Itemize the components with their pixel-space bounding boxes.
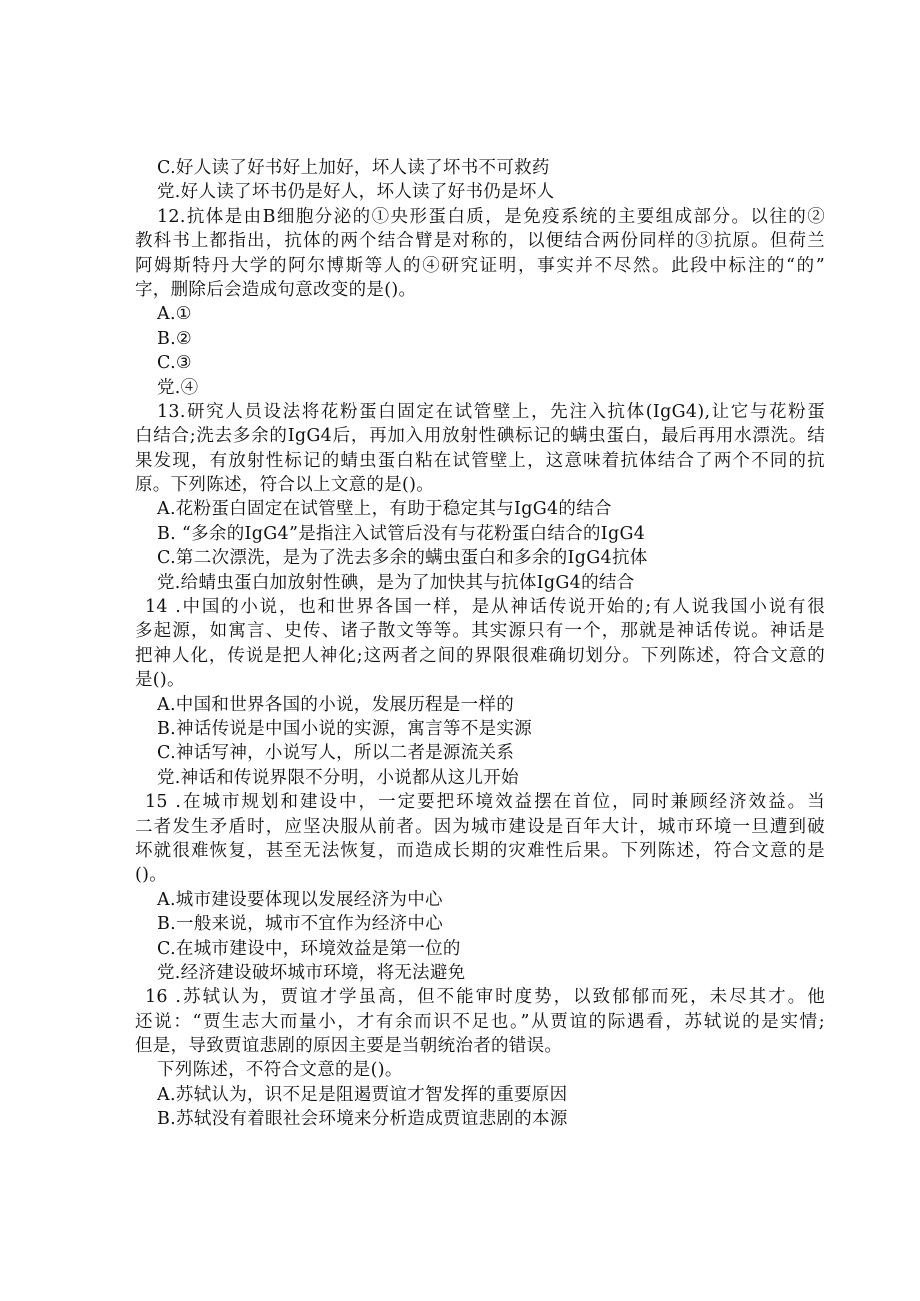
question-13-line-2: 白结合;洗去多余的IgG4后，再加入用放射性碘标记的螨虫蛋白，最后再用水漂洗。结 [135, 426, 825, 447]
option-a-q16: A.苏轼认为，识不足是阻遏贾谊才智发挥的重要原因 [157, 1084, 568, 1105]
option-d-q13: 党.给蜻虫蛋白加放射性碘，是为了加快其与抗体IgG4的结合 [157, 572, 635, 593]
option-a-q13: A.花粉蛋白固定在试管壁上，有助于稳定其与IgG4的结合 [157, 499, 612, 520]
option-d-q12: 党.④ [157, 377, 199, 398]
question-12-line-1: 12.抗体是由B细胞分泌的①央形蛋白质，是免疫系统的主要组成部分。以往的② [157, 206, 825, 227]
option-b-q15: B.一般来说，城市不宜作为经济中心 [157, 914, 444, 935]
document-body [135, 156, 825, 1132]
option-b-q12: B.② [157, 328, 193, 349]
option-c-q15: C.在城市建设中，环境效益是第一位的 [157, 938, 461, 959]
question-14-line-4: 是()。 [135, 670, 185, 691]
question-15-line-2: 二者发生矛盾时，应坚决服从前者。因为城市建设是百年大计，城市环境一旦遭到破 [135, 816, 825, 837]
option-c-q11: C.好人读了好书好上加好，坏人读了坏书不可救药 [157, 158, 550, 178]
option-b-q16: B.苏轼没有着眼社会环境来分析造成贾谊悲剧的本源 [157, 1109, 568, 1130]
option-d-q15: 党.经济建设破坏城市环境，将无法避免 [157, 962, 466, 983]
option-a-q14: A.中国和世界各国的小说，发展历程是一样的 [157, 694, 514, 715]
option-b-q14: B.神话传说是中国小说的实源，寓言等不是实源 [157, 718, 533, 739]
question-15-line-4: ()。 [135, 865, 168, 886]
question-12-line-3: 阿姆斯特丹大学的阿尔博斯等人的④研究证明，事实并不尽然。此段中标注的“的” [135, 255, 825, 276]
option-d-q11: 党.好人读了坏书仍是好人，坏人读了好书仍是坏人 [157, 182, 555, 203]
option-a-q12: A.① [157, 304, 192, 325]
question-12-line-4: 字，删除后会造成句意改变的是()。 [135, 279, 417, 300]
question-15-line-1: 15 .在城市规划和建设中，一定要把环境效益摆在首位，同时兼顾经济效益。当 [145, 792, 825, 813]
question-14-line-2: 多起源，如寓言、史传、诸子散文等等。其实源只有一个，那就是神话传说。神话是 [135, 621, 825, 642]
question-16-line-3: 但是，导致贾谊悲剧的原因主要是当朝统治者的错误。 [135, 1036, 563, 1057]
question-13-line-4: 原。下列陈述，符合以上文意的是()。 [135, 475, 435, 496]
question-13-line-1: 13.研究人员设法将花粉蛋白固定在试管壁上，先注入抗体(IgG4),让它与花粉蛋 [157, 401, 825, 422]
option-b-q13: B. “多余的IgG4”是指注入试管后没有与花粉蛋白结合的IgG4 [157, 523, 646, 544]
question-14-line-3: 把神人化，传说是把人神化;这两者之间的界限很难确切划分。下列陈述，符合文意的 [135, 645, 825, 666]
question-13-line-3: 果发现，有放射性标记的蜻虫蛋白粘在试管壁上，这意味着抗体结合了两个不同的抗 [135, 450, 825, 471]
question-14-line-1: 14 .中国的小说，也和世界各国一样，是从神话传说开始的;有人说我国小说有很 [145, 597, 825, 618]
question-16-line-2: 还说：“贾生志大而量小，才有余而识不足也。”从贾谊的际遇看，苏轼说的是实情; [135, 1011, 825, 1032]
question-12-line-2: 教科书上都指出，抗体的两个结合臂是对称的，以便结合两份同样的③抗原。但荷兰 [135, 231, 825, 252]
question-15-line-3: 坏就很难恢复，甚至无法恢复，而造成长期的灾难性后果。下列陈述，符合文意的是 [135, 840, 825, 861]
option-a-q15: A.城市建设要体现以发展经济为中心 [157, 889, 443, 910]
question-16-line-1: 16 .苏轼认为，贾谊才学虽高，但不能审时度势，以致郁郁而死，未尽其才。他 [145, 987, 825, 1008]
option-c-q13: C.第二次漂洗，是为了洗去多余的螨虫蛋白和多余的IgG4抗体 [157, 548, 648, 569]
option-c-q14: C.神话写神，小说写人，所以二者是源流关系 [157, 743, 515, 764]
question-16-line-4: 下列陈述，不符合文意的是()。 [157, 1060, 403, 1081]
option-c-q12: C.③ [157, 353, 192, 374]
option-d-q14: 党.神话和传说界限不分明，小说都从这儿开始 [157, 767, 519, 788]
